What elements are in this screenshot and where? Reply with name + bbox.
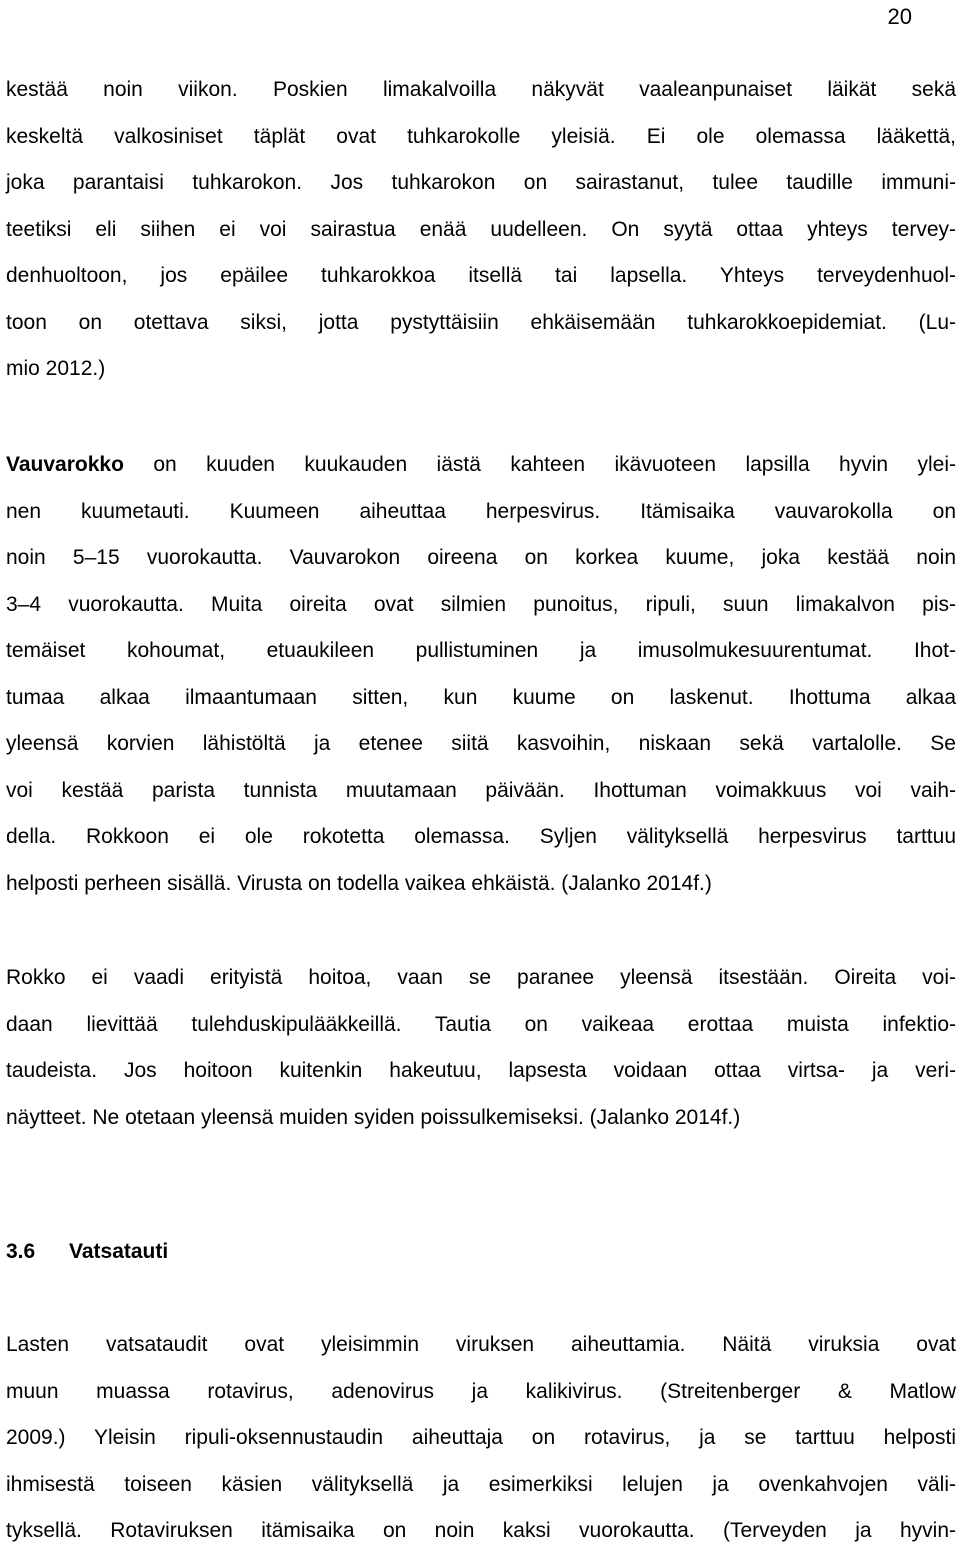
text-line: muun muassa rotavirus, adenovirus ja kalikivirus. (Streitenberger & Matlow: [6, 1379, 956, 1403]
text-line: nen kuumetauti. Kuumeen aiheuttaa herpesvirus. Itämisaika vauvarokolla on: [6, 499, 956, 523]
section-number: 3.6: [6, 1240, 36, 1263]
text-line: Lasten vatsataudit ovat yleisimmin viruksen aiheuttamia. Näitä viruksia ovat: [6, 1333, 956, 1356]
page-number: 20: [887, 4, 912, 29]
term-bold: Vauvarokko: [6, 453, 124, 476]
text-line: toon on otettava siksi, jotta pystyttäisiin ehkäisemään tuhkarokkoepidemiat. (Lu-: [6, 310, 956, 334]
text-line: teetiksi eli siihen ei voi sairastua enää uudelleen. On syytä ottaa yhteys tervey-: [6, 217, 956, 241]
text-line: voi kestää parista tunnista muutamaan päivään. Ihottuman voimakkuus voi vaih-: [6, 778, 956, 802]
text-line: ihmisestä toiseen käsien välityksellä ja esimerkiksi lelujen ja ovenkahvojen väli-: [6, 1472, 956, 1496]
text-line: della. Rokkoon ei ole rokotetta olemassa. Syljen välityksellä herpesvirus tarttuu: [6, 825, 956, 848]
paragraph-vauvarokko: [6, 442, 956, 907]
text-line: noin 5–15 vuorokautta. Vauvarokon oireena on korkea kuume, joka kestää noin: [6, 546, 956, 569]
text-line: mio 2012.): [6, 357, 106, 380]
text-line: kestää noin viikon. Poskien limakalvoilla näkyvät vaaleanpunaiset läikät sekä: [6, 78, 956, 101]
text-line: yleensä korvien lähistöltä ja etenee siitä kasvoihin, niskaan sekä vartalolle. Se: [6, 732, 956, 755]
text-line: tumaa alkaa ilmaantumaan sitten, kun kuume on laskenut. Ihottuma alkaa: [6, 685, 956, 709]
paragraph-vatsatauti: [6, 1322, 956, 1555]
text-line: [6, 442, 956, 489]
text-line: daan lievittää tulehduskipulääkkeillä. Tautia on vaikeaa erottaa muista infektio-: [6, 1012, 956, 1036]
section-title: Vatsatauti: [69, 1240, 169, 1263]
text-line: joka parantaisi tuhkarokon. Jos tuhkarokon on sairastanut, tulee taudille immuni-: [6, 171, 956, 194]
text-line: näytteet. Ne otetaan yleensä muiden syiden poissulkemiseksi. (Jalanko 2014f.): [6, 1105, 741, 1129]
section-heading: [6, 1232, 168, 1272]
text-line: Rokko ei vaadi erityistä hoitoa, vaan se paranee yleensä itsestään. Oireita voi-: [6, 966, 956, 989]
text-line: helposti perheen sisällä. Virusta on todella vaikea ehkäistä. (Jalanko 2014f.): [6, 871, 712, 895]
paragraph-rokko-hoito: [6, 955, 956, 1141]
text-line: 2009.) Yleisin ripuli-oksennustaudin aiheuttaja on rotavirus, ja se tarttuu helposti: [6, 1426, 956, 1449]
text-line: taudeista. Jos hoitoon kuitenkin hakeutuu, lapsesta voidaan ottaa virtsa- ja veri-: [6, 1059, 956, 1082]
paragraph-tuhkarokko-end: [6, 67, 956, 393]
text-line: 3–4 vuorokautta. Muita oireita ovat silmien punoitus, ripuli, suun limakalvon pis-: [6, 592, 956, 616]
text-line: denhuoltoon, jos epäilee tuhkarokkoa itsellä tai lapsella. Yhteys terveydenhuol-: [6, 264, 956, 287]
text-line: keskeltä valkosiniset täplät ovat tuhkarokolle yleisiä. Ei ole olemassa lääkettä,: [6, 124, 956, 148]
text-line: temäiset kohoumat, etuaukileen pullistuminen ja imusolmukesuurentumat. Ihot-: [6, 639, 956, 662]
text-line: tyksellä. Rotaviruksen itämisaika on noin kaksi vuorokautta. (Terveyden ja hyvin-: [6, 1519, 956, 1542]
text-run: on kuuden kuukauden iästä kahteen ikävuoteen lapsilla hyvin ylei-: [123, 453, 956, 476]
